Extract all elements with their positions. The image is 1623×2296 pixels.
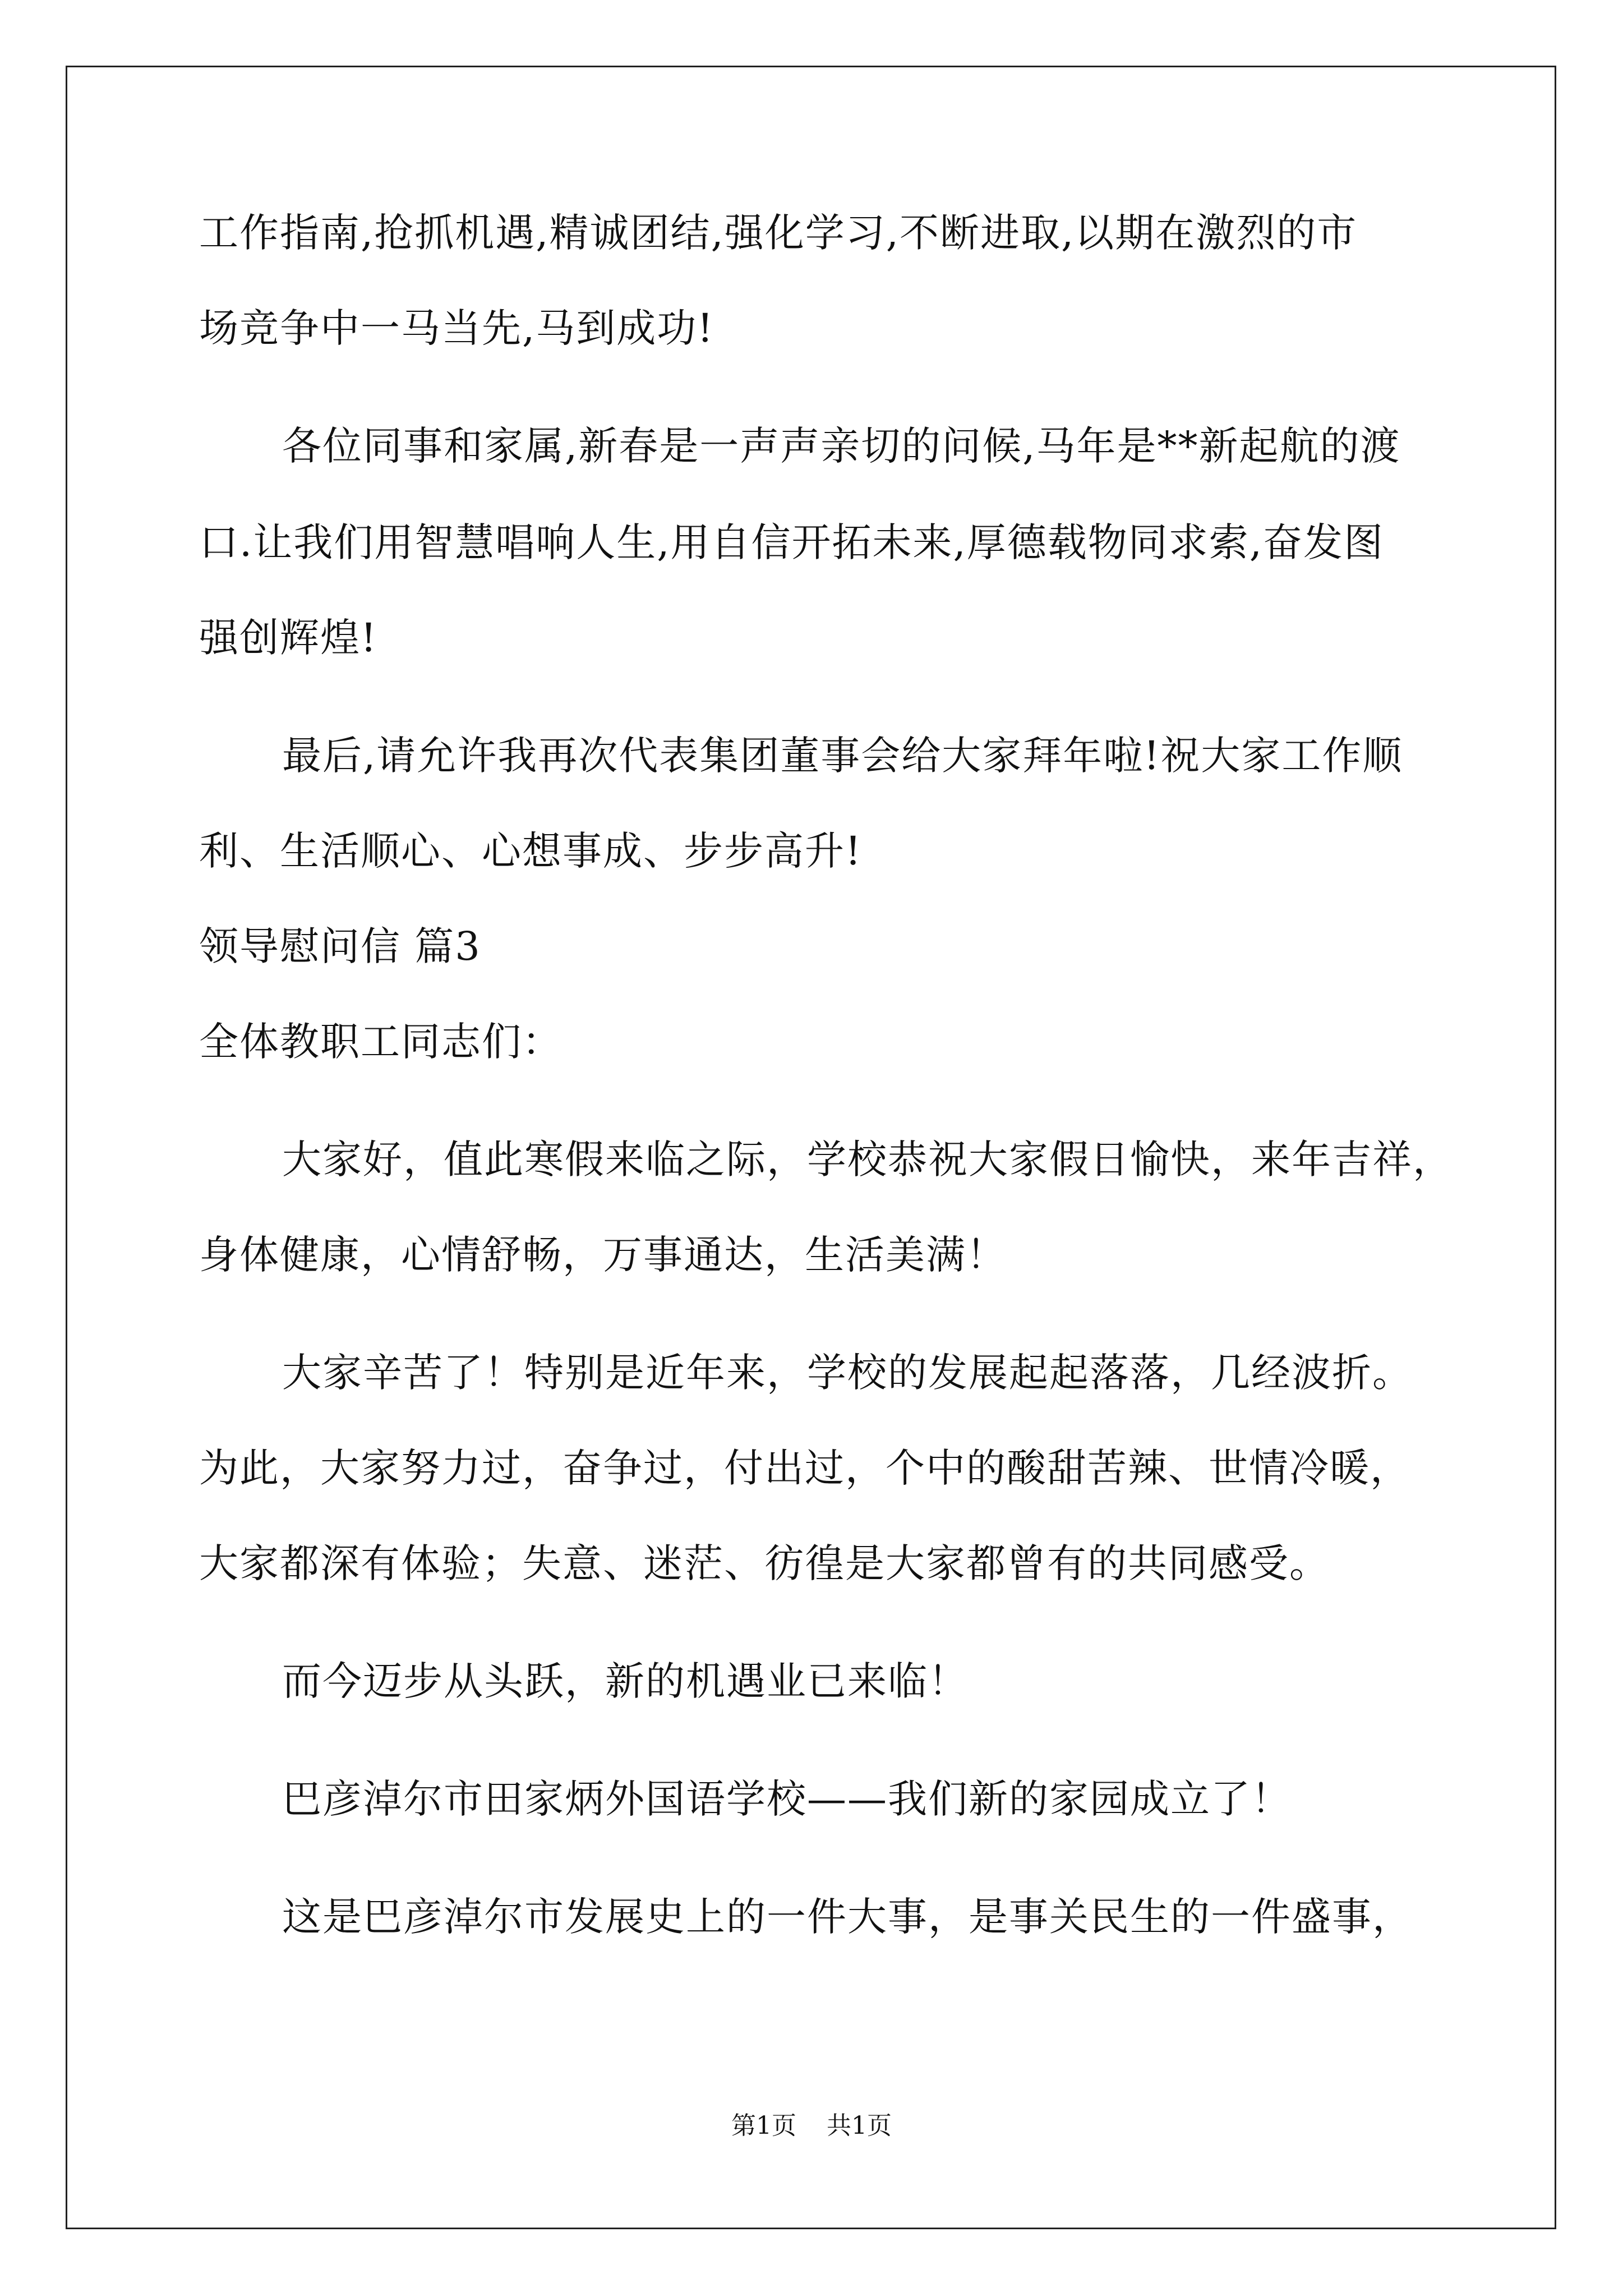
paragraph-start: 而今迈步从头跃，新的机遇业已来临！ xyxy=(282,1658,969,1704)
paragraph-start: 各位同事和家属,新春是一声声亲切的问候,马年是**新起航的渡 xyxy=(282,423,1401,469)
paragraph-start: 巴彦淖尔市田家炳外国语学校——我们新的家园成立了！ xyxy=(282,1776,1292,1822)
text-line: 大家都深有体验；失意、迷茫、彷徨是大家都曾有的共同感受。 xyxy=(199,1540,1330,1586)
page-footer xyxy=(0,2110,1623,2142)
page-number: 第1页 xyxy=(731,2111,796,2140)
text-line: 为此，大家努力过，奋争过，付出过，个中的酸甜苦辣、世情冷暖， xyxy=(199,1445,1410,1491)
text-line: 场竞争中一马当先,马到成功! xyxy=(199,305,714,351)
salutation: 全体教职工同志们： xyxy=(199,1019,562,1065)
text-line: 口.让我们用智慧唱响人生,用自信开拓未来,厚德载物同求索,奋发图 xyxy=(199,519,1385,565)
text-line: 身体健康，心情舒畅，万事通达，生活美满！ xyxy=(199,1232,1007,1278)
page-total: 共1页 xyxy=(827,2111,892,2140)
text-line: 利、生活顺心、心想事成、步步高升! xyxy=(199,828,863,874)
paragraph-start: 大家好，值此寒假来临之际，学校恭祝大家假日愉快，来年吉祥， xyxy=(282,1137,1453,1182)
paragraph-start: 这是巴彦淖尔市发展史上的一件大事，是事关民生的一件盛事， xyxy=(282,1894,1413,1940)
section-heading: 领导慰问信 篇3 xyxy=(199,923,481,969)
text-line: 强创辉煌! xyxy=(199,615,378,661)
text-line: 工作指南,抢抓机遇,精诚团结,强化学习,不断进取,以期在激烈的市 xyxy=(199,210,1358,256)
paragraph-start: 最后,请允许我再次代表集团董事会给大家拜年啦!祝大家工作顺 xyxy=(282,733,1403,779)
paragraph-start: 大家辛苦了！特别是近年来，学校的发展起起落落，几经波折。 xyxy=(282,1350,1413,1396)
